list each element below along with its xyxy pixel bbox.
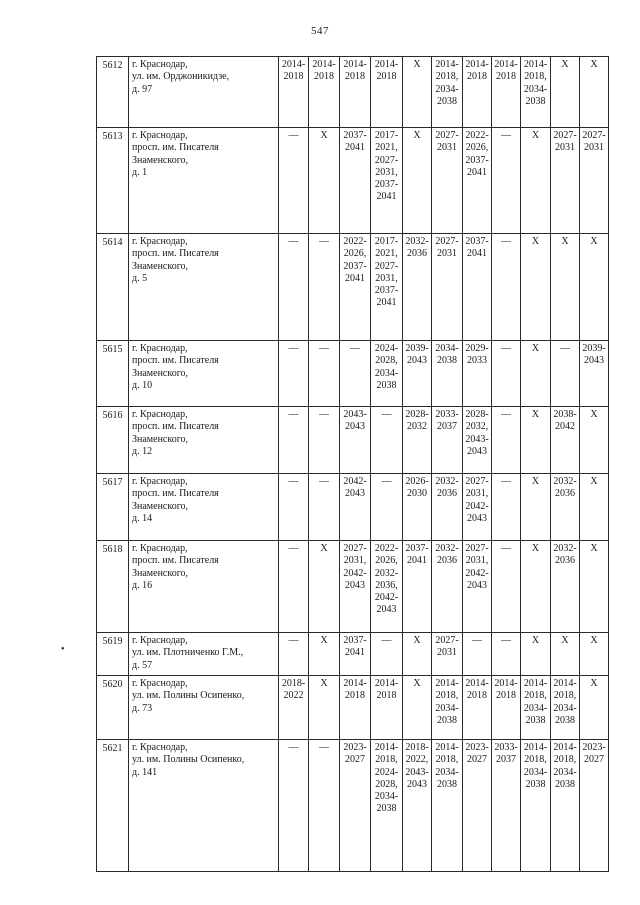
row-number: 5615 (97, 341, 129, 407)
page-number: 547 (311, 25, 329, 37)
period-cell: 2042- 2043 (340, 474, 371, 541)
period-cell: — (492, 234, 521, 341)
period-cell: — (371, 407, 403, 474)
period-cell: 2022- 2026, 2037- 2041 (340, 234, 371, 341)
period-cell: 2014- 2018, 2034- 2038 (551, 676, 580, 740)
period-cell: 2037- 2041 (403, 541, 432, 633)
schedule-table (96, 56, 609, 872)
period-cell: X (580, 676, 609, 740)
period-cell: — (340, 341, 371, 407)
period-cell: 2014- 2018, 2034- 2038 (521, 676, 551, 740)
period-cell: — (492, 541, 521, 633)
period-cell: — (279, 633, 309, 676)
table-row (97, 633, 609, 676)
period-cell: 2027- 2031 (551, 128, 580, 234)
period-cell: 2038- 2042 (551, 407, 580, 474)
period-cell: — (492, 633, 521, 676)
period-cell: — (492, 474, 521, 541)
address-cell: г. Краснодар, ул. им. Полины Осипенко, д. 141 (129, 740, 279, 872)
period-cell: — (279, 541, 309, 633)
period-cell: 2018- 2022 (279, 676, 309, 740)
table-row (97, 57, 609, 128)
period-cell: — (309, 740, 340, 872)
period-cell: 2014- 2018, 2034- 2038 (432, 676, 463, 740)
period-cell: X (403, 128, 432, 234)
period-cell: 2014- 2018 (340, 676, 371, 740)
period-cell: 2014- 2018 (492, 57, 521, 128)
period-cell: — (309, 474, 340, 541)
period-cell: 2014- 2018 (371, 57, 403, 128)
period-cell: — (492, 128, 521, 234)
period-cell: 2014- 2018, 2034- 2038 (432, 740, 463, 872)
period-cell: X (309, 128, 340, 234)
table-row (97, 740, 609, 872)
period-cell: X (551, 633, 580, 676)
address-cell: г. Краснодар, просп. им. Писателя Знаменского, д. 16 (129, 541, 279, 633)
period-cell: 2027- 2031, 2042- 2043 (463, 474, 492, 541)
period-cell: 2014- 2018 (463, 676, 492, 740)
period-cell: 2028- 2032, 2043- 2043 (463, 407, 492, 474)
period-cell: 2027- 2031 (432, 234, 463, 341)
period-cell: 2014- 2018, 2034- 2038 (551, 740, 580, 872)
table-row (97, 234, 609, 341)
period-cell: — (309, 234, 340, 341)
row-number: 5613 (97, 128, 129, 234)
period-cell: 2043- 2043 (340, 407, 371, 474)
period-cell: 2039- 2043 (580, 341, 609, 407)
row-number: 5619 (97, 633, 129, 676)
period-cell: — (279, 234, 309, 341)
row-number: 5618 (97, 541, 129, 633)
period-cell: 2017- 2021, 2027- 2031, 2037- 2041 (371, 234, 403, 341)
period-cell: X (580, 541, 609, 633)
address-cell: г. Краснодар, просп. им. Писателя Знаменского, д. 12 (129, 407, 279, 474)
period-cell: — (492, 341, 521, 407)
row-number: 5620 (97, 676, 129, 740)
period-cell: — (279, 407, 309, 474)
period-cell: 2022- 2026, 2032- 2036, 2042- 2043 (371, 541, 403, 633)
period-cell: — (279, 128, 309, 234)
period-cell: X (551, 234, 580, 341)
table-row (97, 341, 609, 407)
margin-mark: • (61, 644, 65, 655)
period-cell: 2014- 2018 (279, 57, 309, 128)
period-cell: 2014- 2018, 2034- 2038 (521, 740, 551, 872)
period-cell: 2037- 2041 (340, 128, 371, 234)
period-cell: X (521, 541, 551, 633)
period-cell: X (521, 474, 551, 541)
table-row (97, 474, 609, 541)
address-cell: г. Краснодар, ул. им. Плотниченко Г.М., д. 57 (129, 633, 279, 676)
period-cell: 2014- 2018, 2034- 2038 (521, 57, 551, 128)
period-cell: — (463, 633, 492, 676)
period-cell: 2037- 2041 (340, 633, 371, 676)
period-cell: 2018- 2022, 2043- 2043 (403, 740, 432, 872)
period-cell: 2014- 2018 (340, 57, 371, 128)
period-cell: 2028- 2032 (403, 407, 432, 474)
period-cell: X (309, 633, 340, 676)
address-cell: г. Краснодар, просп. им. Писателя Знаменского, д. 10 (129, 341, 279, 407)
period-cell: 2027- 2031 (432, 128, 463, 234)
address-cell: г. Краснодар, просп. им. Писателя Знаменского, д. 5 (129, 234, 279, 341)
period-cell: 2032- 2036 (403, 234, 432, 341)
period-cell: — (309, 341, 340, 407)
period-cell: X (309, 541, 340, 633)
period-cell: X (551, 57, 580, 128)
period-cell: X (403, 57, 432, 128)
period-cell: — (551, 341, 580, 407)
period-cell: 2027- 2031 (432, 633, 463, 676)
period-cell: X (521, 407, 551, 474)
period-cell: 2033- 2037 (492, 740, 521, 872)
row-number: 5621 (97, 740, 129, 872)
period-cell: 2032- 2036 (551, 541, 580, 633)
period-cell: X (521, 234, 551, 341)
period-cell: 2014- 2018, 2024- 2028, 2034- 2038 (371, 740, 403, 872)
period-cell: 2023- 2027 (580, 740, 609, 872)
period-cell: X (580, 234, 609, 341)
row-number: 5612 (97, 57, 129, 128)
period-cell: — (279, 341, 309, 407)
period-cell: 2037- 2041 (463, 234, 492, 341)
period-cell: 2032- 2036 (551, 474, 580, 541)
period-cell: 2014- 2018 (309, 57, 340, 128)
period-cell: — (371, 633, 403, 676)
table-row (97, 128, 609, 234)
period-cell: 2022- 2026, 2037- 2041 (463, 128, 492, 234)
period-cell: X (521, 128, 551, 234)
period-cell: 2033- 2037 (432, 407, 463, 474)
period-cell: 2014- 2018 (463, 57, 492, 128)
period-cell: 2024- 2028, 2034- 2038 (371, 341, 403, 407)
row-number: 5614 (97, 234, 129, 341)
row-number: 5617 (97, 474, 129, 541)
table-row (97, 541, 609, 633)
address-cell: г. Краснодар, ул. им. Полины Осипенко, д. 73 (129, 676, 279, 740)
address-cell: г. Краснодар, ул. им. Орджоникидзе, д. 97 (129, 57, 279, 128)
period-cell: X (403, 676, 432, 740)
period-cell: — (492, 407, 521, 474)
period-cell: — (309, 407, 340, 474)
period-cell: 2034- 2038 (432, 341, 463, 407)
period-cell: 2029- 2033 (463, 341, 492, 407)
period-cell: X (580, 407, 609, 474)
row-number: 5616 (97, 407, 129, 474)
period-cell: — (279, 474, 309, 541)
address-cell: г. Краснодар, просп. им. Писателя Знаменского, д. 1 (129, 128, 279, 234)
period-cell: X (580, 633, 609, 676)
period-cell: 2014- 2018, 2034- 2038 (432, 57, 463, 128)
table-row (97, 676, 609, 740)
period-cell: 2026- 2030 (403, 474, 432, 541)
period-cell: — (371, 474, 403, 541)
address-cell: г. Краснодар, просп. им. Писателя Знаменского, д. 14 (129, 474, 279, 541)
period-cell: X (521, 633, 551, 676)
period-cell: — (279, 740, 309, 872)
period-cell: 2027- 2031 (580, 128, 609, 234)
period-cell: 2014- 2018 (492, 676, 521, 740)
period-cell: 2023- 2027 (463, 740, 492, 872)
period-cell: 2014- 2018 (371, 676, 403, 740)
period-cell: X (521, 341, 551, 407)
period-cell: 2023- 2027 (340, 740, 371, 872)
period-cell: 2032- 2036 (432, 541, 463, 633)
table-row (97, 407, 609, 474)
period-cell: 2027- 2031, 2042- 2043 (340, 541, 371, 633)
period-cell: 2027- 2031, 2042- 2043 (463, 541, 492, 633)
period-cell: X (309, 676, 340, 740)
period-cell: X (580, 474, 609, 541)
period-cell: 2039- 2043 (403, 341, 432, 407)
period-cell: 2017- 2021, 2027- 2031, 2037- 2041 (371, 128, 403, 234)
period-cell: X (580, 57, 609, 128)
period-cell: 2032- 2036 (432, 474, 463, 541)
period-cell: X (403, 633, 432, 676)
